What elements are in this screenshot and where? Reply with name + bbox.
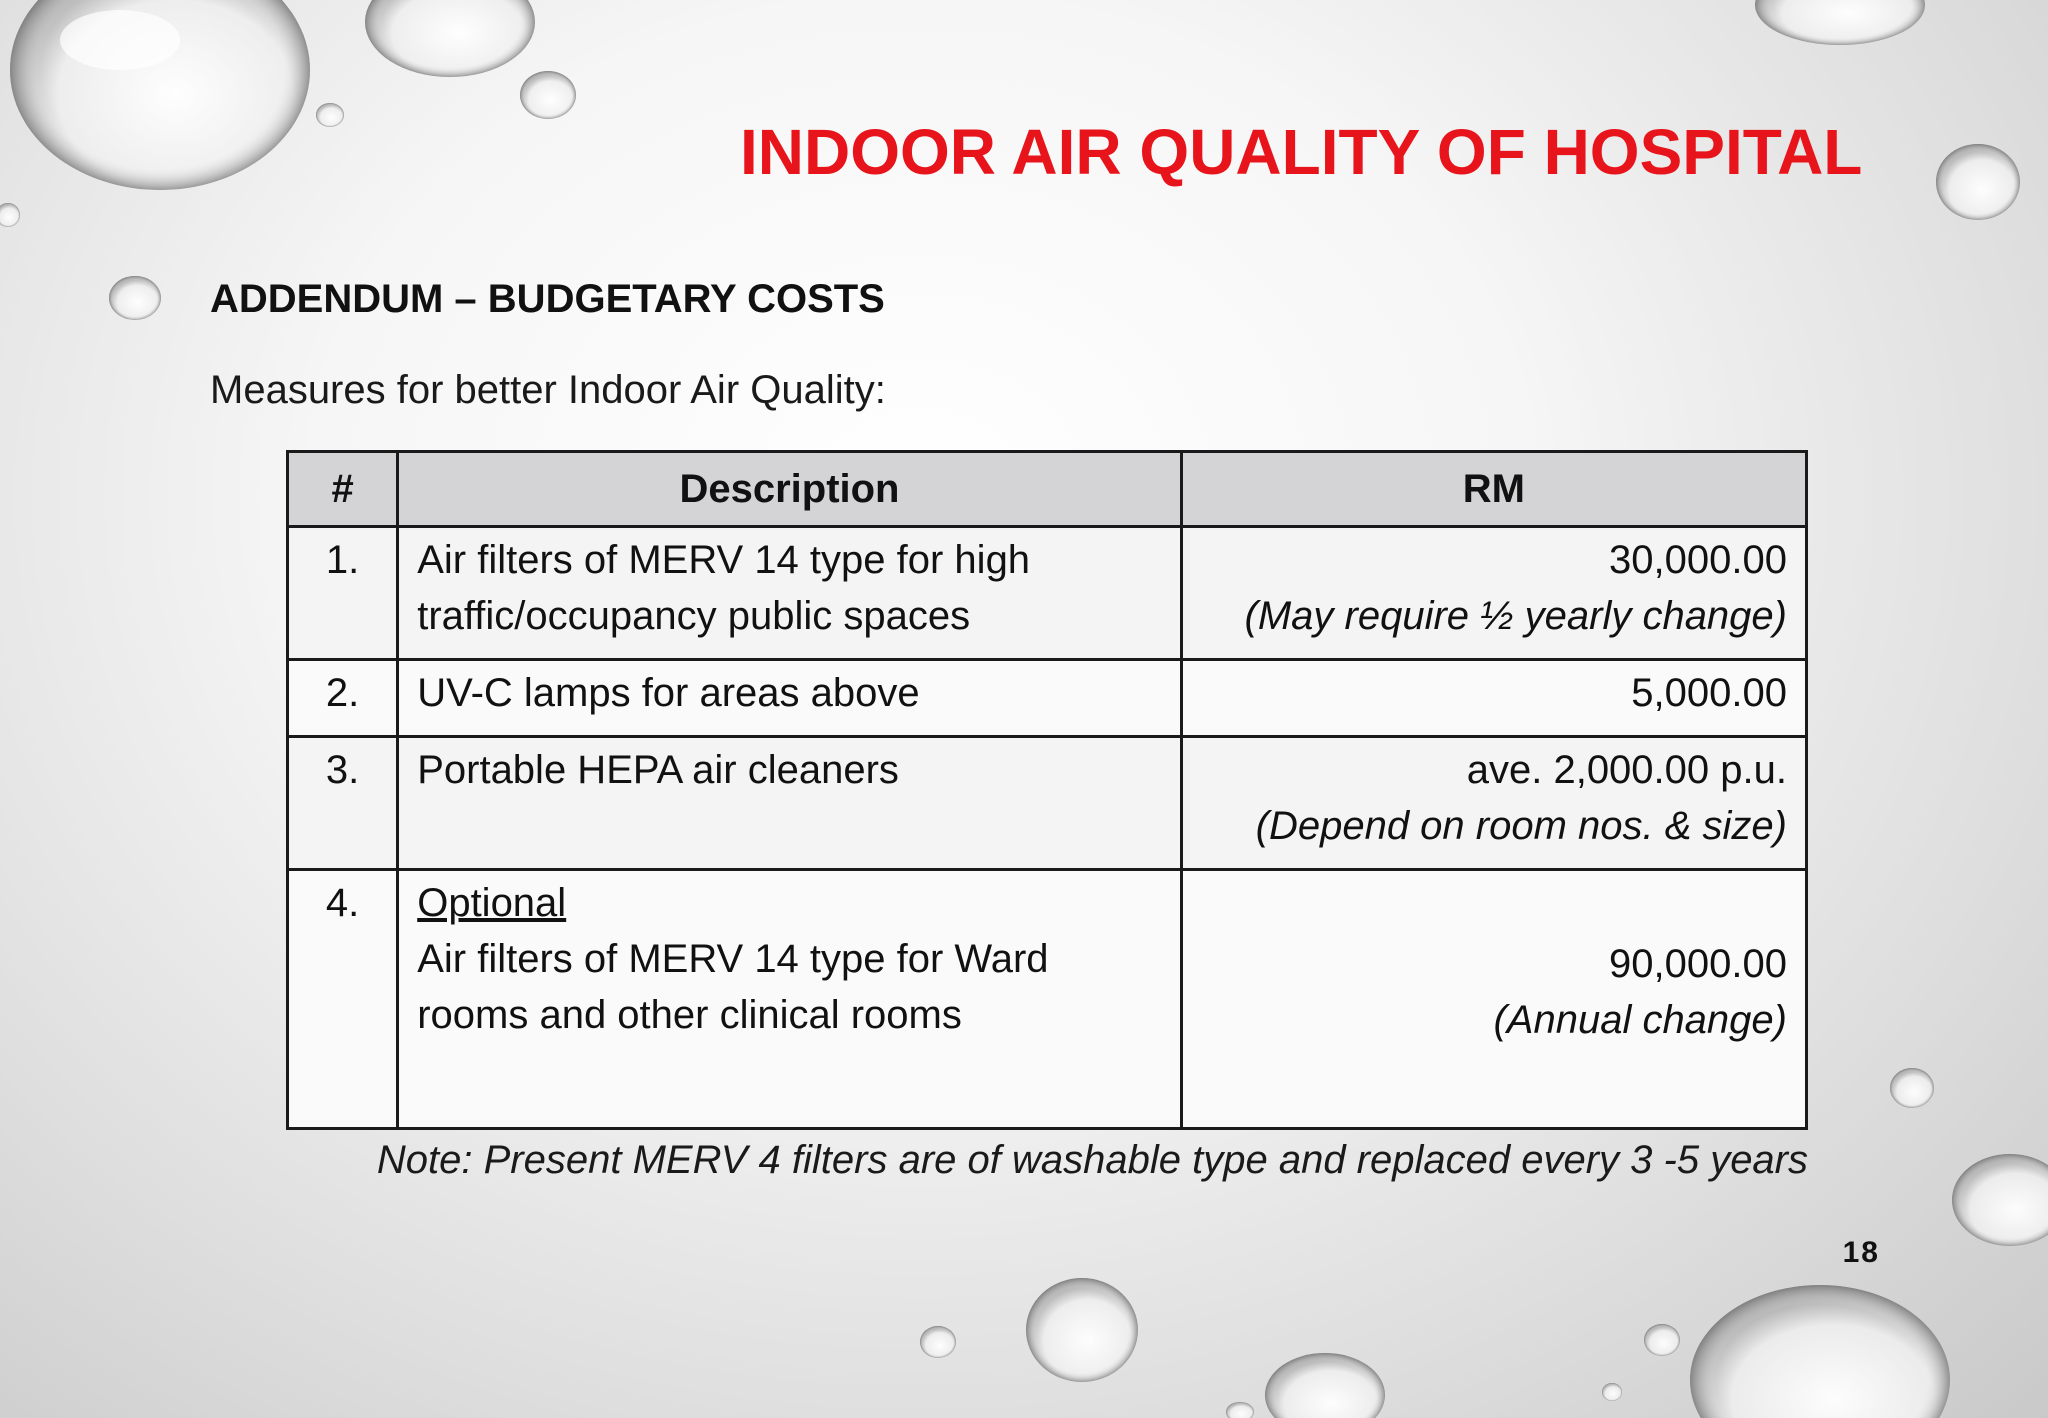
table-row (288, 870, 1807, 1129)
cost-value: ave. 2,000.00 p.u. (1466, 748, 1787, 792)
cost-value: 30,000.00 (1609, 538, 1787, 582)
description-line: Air filters of MERV 14 type for high (417, 538, 1031, 582)
description-line: traffic/occupancy public spaces (417, 594, 971, 638)
budget-table (286, 450, 1808, 1130)
table-row (288, 660, 1807, 737)
description-line: Portable HEPA air cleaners (417, 748, 899, 792)
footnote: Note: Present MERV 4 filters are of washable type and replaced every 3 -5 years (376, 1138, 1808, 1182)
row-description (398, 527, 1182, 660)
description-line: UV-C lamps for areas above (417, 671, 920, 715)
row-number: 2. (288, 660, 398, 737)
row-description (398, 870, 1182, 1129)
header-description: Description (398, 452, 1182, 527)
cost-note: (May require ½ yearly change) (1244, 594, 1787, 638)
cost-note: (Depend on room nos. & size) (1255, 804, 1787, 848)
section-heading: ADDENDUM – BUDGETARY COSTS (210, 277, 885, 321)
row-number: 1. (288, 527, 398, 660)
cost-note: (Annual change) (1493, 998, 1787, 1042)
description-line: Air filters of MERV 14 type for Ward (417, 937, 1049, 981)
row-cost (1181, 737, 1806, 870)
row-number: 4. (288, 870, 398, 1129)
table-row (288, 527, 1807, 660)
cost-value: 5,000.00 (1631, 671, 1787, 715)
row-description (398, 660, 1182, 737)
table-row (288, 737, 1807, 870)
page-title: INDOOR AIR QUALITY OF HOSPITAL (740, 116, 1863, 188)
row-cost (1181, 527, 1806, 660)
row-number: 3. (288, 737, 398, 870)
row-cost (1181, 870, 1806, 1129)
header-number: # (288, 452, 398, 527)
optional-label: Optional (417, 881, 567, 925)
table-header-row (288, 452, 1807, 527)
cost-value: 90,000.00 (1609, 942, 1787, 986)
header-rm: RM (1181, 452, 1806, 527)
intro-text: Measures for better Indoor Air Quality: (210, 368, 886, 412)
row-cost (1181, 660, 1806, 737)
page-number: 18 (1842, 1236, 1880, 1269)
description-line: rooms and other clinical rooms (417, 993, 962, 1037)
row-description (398, 737, 1182, 870)
